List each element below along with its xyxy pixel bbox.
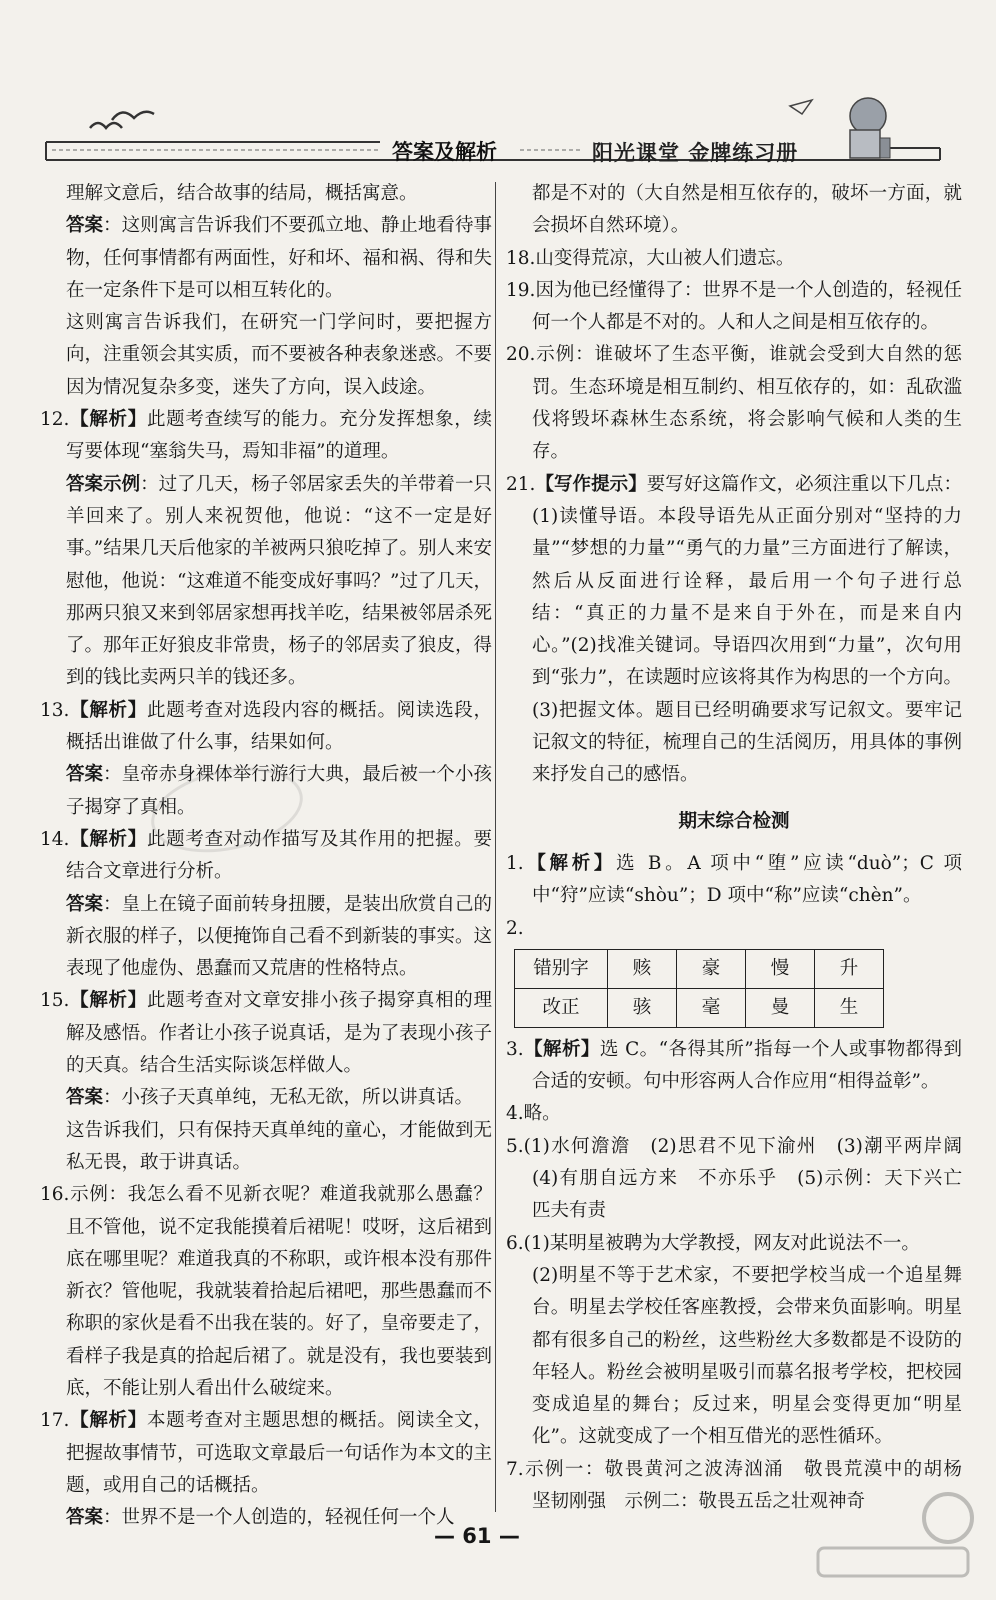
answer-label: 答案 [66,1507,104,1529]
header-decoration [0,0,996,190]
answer-paragraph [506,339,962,468]
answer-paragraph [40,404,492,469]
table-row [515,949,884,988]
answer-paragraph [506,1098,962,1130]
answer-text: ：小孩子天真单纯，无私无欲，所以讲真话。 [103,1087,474,1109]
item-number: 5. [506,1135,524,1157]
answer-paragraph [40,210,492,307]
item-number: 16. [40,1184,70,1206]
column-divider [495,182,496,1512]
answer-paragraph [40,1179,492,1405]
answer-text: 理解文意后，结合故事的结局，概括寓意。 [66,183,418,204]
answer-label: 答案 [66,215,104,237]
answer-text: ：这则寓言告诉我们不要孤立地、静止地看待事物，任何事情都有两面性，好和坏、福和祸、得和失在一定条件下是可以相互转化的。 [66,215,492,301]
item-number: 21. [506,473,536,495]
answer-paragraph [40,985,492,1082]
answer-paragraph [506,243,962,275]
answer-paragraph [40,178,492,210]
answer-label: 【解析】 [69,699,147,721]
table-cell: 生 [815,988,884,1027]
answer-text: 选 B。A 项中“堕”应读“duò”；C 项中“狩”应读“shòu”；D 项中“称”应读“chèn”。 [532,852,962,907]
answer-text: 此题考查对选段内容的概括。阅读选段，概括出谁做了什么事，结果如何。 [66,699,492,754]
table-cell: 曼 [746,988,815,1027]
answer-paragraph [40,307,492,404]
item-number: 7. [506,1458,524,1480]
item-number: 1. [506,852,524,874]
answer-text: ：皇上在镜子面前转身扭腰，是装出欣赏自己的新衣服的样子，以便掩饰自己看不到新装的事实。这表现了他虚伪、愚蠢而又荒唐的性格特点。 [66,893,492,980]
answer-paragraph [40,889,492,986]
answer-paragraph [506,469,962,792]
answers-final-3-7 [506,1034,981,1518]
bird-icon [112,112,154,120]
answer-paragraph [506,178,962,243]
answer-text: 要写好这篇作文，必须注重以下几点：(1)读懂导语。本段导语先从正面分别对“坚持的力量”“梦想的力量”“勇气的力量”三方面进行了解读，然后从反面进行诠释，最后用一个句子进行总结：“真正的力量不是来自于外在，而是来自内心。”(2)找准关键词。导语四次用到“力量”，次句用到“张力”，在读题时应该将其作为构思的一个方向。(3)把握文体。题目已经明确要求写记叙文。要牢记记叙文的特征，梳理自己的生活阅历，用具体的事例来抒发自己的感悟。 [532,473,962,786]
answer-text: 这告诉我们，只有保持天真单纯的童心，才能做到无私无畏，敢于讲真话。 [66,1119,492,1173]
left-column [40,178,492,1534]
table-cell: 赅 [608,949,677,988]
answer-text: 此题考查续写的能力。充分发挥想象，续写要体现“塞翁失马，焉知非福”的道理。 [66,409,492,463]
item-number: 2. [506,917,524,939]
answer-paragraph [506,1228,962,1260]
answer-paragraph [40,1502,492,1534]
answer-paragraph [40,1405,492,1502]
answer-text: 山变得荒凉，大山被人们遗忘。 [535,247,795,269]
answers-final-1-2 [506,848,962,945]
table-cell: 改正 [515,988,608,1027]
table-cell: 毫 [677,988,746,1027]
bird-icon [90,123,122,128]
table-cell: 骇 [608,988,677,1027]
answer-paragraph [40,469,492,695]
answer-text: ：过了几天，杨子邻居家丢失的羊带着一只羊回来了。别人来祝贺他，他说：“这不一定是好事。”结果几天后他家的羊被两只狼吃掉了。别人来安慰他，他说：“这难道不能变成好事吗？”过了几天，那两只狼又来到邻居家想再找羊吃，结果被邻居杀死了。那年正好狼皮非常贵，杨子的邻居卖了狼皮，得到的钱比卖两只羊的钱还多。 [66,473,492,689]
typo-correction-table [514,949,884,1028]
page-number: — 61 — [434,1524,520,1548]
page-header [0,0,996,190]
item-number: 3. [506,1038,524,1060]
answer-text: (1)某明星被聘为大学教授，网友对此说法不一。 [523,1232,920,1254]
answer-text: 这则寓言告诉我们，在研究一门学问时，要把握方向，注重领会其实质，而不要被各种表象迷惑。不要因为情况复杂多变，迷失了方向，误入歧途。 [66,312,492,398]
answer-text: 略。 [523,1103,561,1125]
table-cell: 慢 [746,949,815,988]
answer-text: 此题考查对文章安排小孩子揭穿真相的理解及感悟。作者让小孩子说真话，是为了表现小孩子的天真。结合生活实际谈怎样做人。 [66,990,492,1077]
item-number: 14. [40,828,70,850]
answer-label: 答案 [66,893,104,915]
answer-text: 都是不对的（大自然是相互依存的，破坏一方面，就会损坏自然环境）。 [532,183,962,237]
item-number: 20. [506,344,536,366]
answer-text: ：世界不是一个人创造的，轻视任何一个人 [103,1507,455,1529]
answer-text: 示例：谁破坏了生态平衡，谁就会受到大自然的惩罚。生态环境是相互制约、相互依存的，如：乱砍滥伐将毁坏森林生态系统，将会影响气候和人类的生存。 [532,344,962,463]
item-number: 4. [506,1103,524,1125]
table-cell: 升 [815,949,884,988]
answer-label: 答案 [66,764,104,786]
answer-label: 【解析】 [69,409,147,431]
answer-text: 示例：我怎么看不见新衣呢？难道我就那么愚蠢？且不管他，说不定我能摸着后裙呢！哎呀，这后裙到底在哪里呢？难道我真的不称职，或许根本没有那件新衣？管他呢，我就装着拾起后裙吧，那些愚蠢而不称职的家伙是看不出我在装的。好了，皇帝要走了，看样子我是真的拾起后裙了。就是没有，我也要装到底，不能让别人看出什么破绽来。 [66,1184,492,1399]
table-cell: 错别字 [515,949,608,988]
table-cell: 豪 [677,949,746,988]
section-title: 期末综合检测 [678,810,790,832]
answer-text: (1)水何澹澹 (2)思君不见下渝州 (3)潮平两岸阔 (4)有朋自远方来 不亦乐乎 (5)示例：天下兴亡 匹夫有责 [523,1135,981,1222]
paper-plane-icon [790,100,812,114]
answer-paragraph [40,695,492,760]
item-number: 19. [506,279,536,301]
item-number: 17. [40,1410,70,1432]
answer-text: ：皇帝赤身裸体举行游行大典，最后被一个小孩子揭穿了真相。 [66,764,492,818]
answer-paragraph [506,275,962,340]
site-watermark-logo [808,1478,978,1588]
answer-paragraph [506,913,962,945]
answer-text: 本题考查对主题思想的概括。阅读全文，把握故事情节，可选取文章最后一句话作为本文的主题，或用自己的话概括。 [66,1410,492,1496]
answer-label: 【解析】 [69,828,147,850]
answer-label: 【解析】 [69,990,147,1012]
answer-paragraph [506,1260,962,1454]
item-number: 18. [506,247,536,269]
answer-text: 示例一：敬畏黄河之波涛汹涌 敬畏荒漠中的胡杨 坚韧刚强 示例二：敬畏五岳之壮观神奇 [523,1458,981,1512]
answer-label: 【写作提示】 [535,473,647,495]
right-column [506,178,981,1518]
header-right-title: 阳光课堂 金牌练习册 [592,140,799,165]
item-number: 12. [40,409,70,431]
globe-icon [850,98,886,134]
item-number: 13. [40,699,70,721]
answer-text: (2)明星不等于艺术家，不要把学校当成一个追星舞台。明星去学校任客座教授，会带来负面影响。明星都有很多自己的粉丝，这些粉丝大多数都是不设防的年轻人。粉丝会被明星吸引而慕名报考学校，把校园变成追星的舞台；反过来，明星会变得更加“明星化”。这就变成了一个相互借光的恶性循环。 [532,1264,962,1448]
answer-label: 答案示例 [66,473,141,495]
answer-label: 【解析】 [523,1038,600,1060]
answer-label: 【解析】 [523,852,617,874]
item-number: 15. [40,990,70,1012]
table-row [515,988,884,1027]
answer-text: 选 C。“各得其所”指每一个人或事物都得到合适的安顿。句中形容两人合作应用“相得益彰”。 [532,1038,962,1093]
answer-label: 答案 [66,1087,104,1109]
answer-text: 此题考查对动作描写及其作用的把握。要结合文章进行分析。 [66,828,492,883]
answer-text: 因为他已经懂得了：世界不是一个人创造的，轻视任何一个人都是不对的。人和人之间是相互依存的。 [532,279,962,334]
answer-paragraph [506,1034,962,1099]
item-number: 6. [506,1232,524,1254]
answer-label: 【解析】 [69,1410,147,1432]
answer-paragraph [40,1082,492,1114]
answers-18-21 [506,178,962,792]
answer-paragraph [506,1131,981,1228]
header-center-title: 答案及解析 [392,140,497,164]
answer-paragraph [506,848,962,913]
answer-paragraph [40,1115,492,1180]
